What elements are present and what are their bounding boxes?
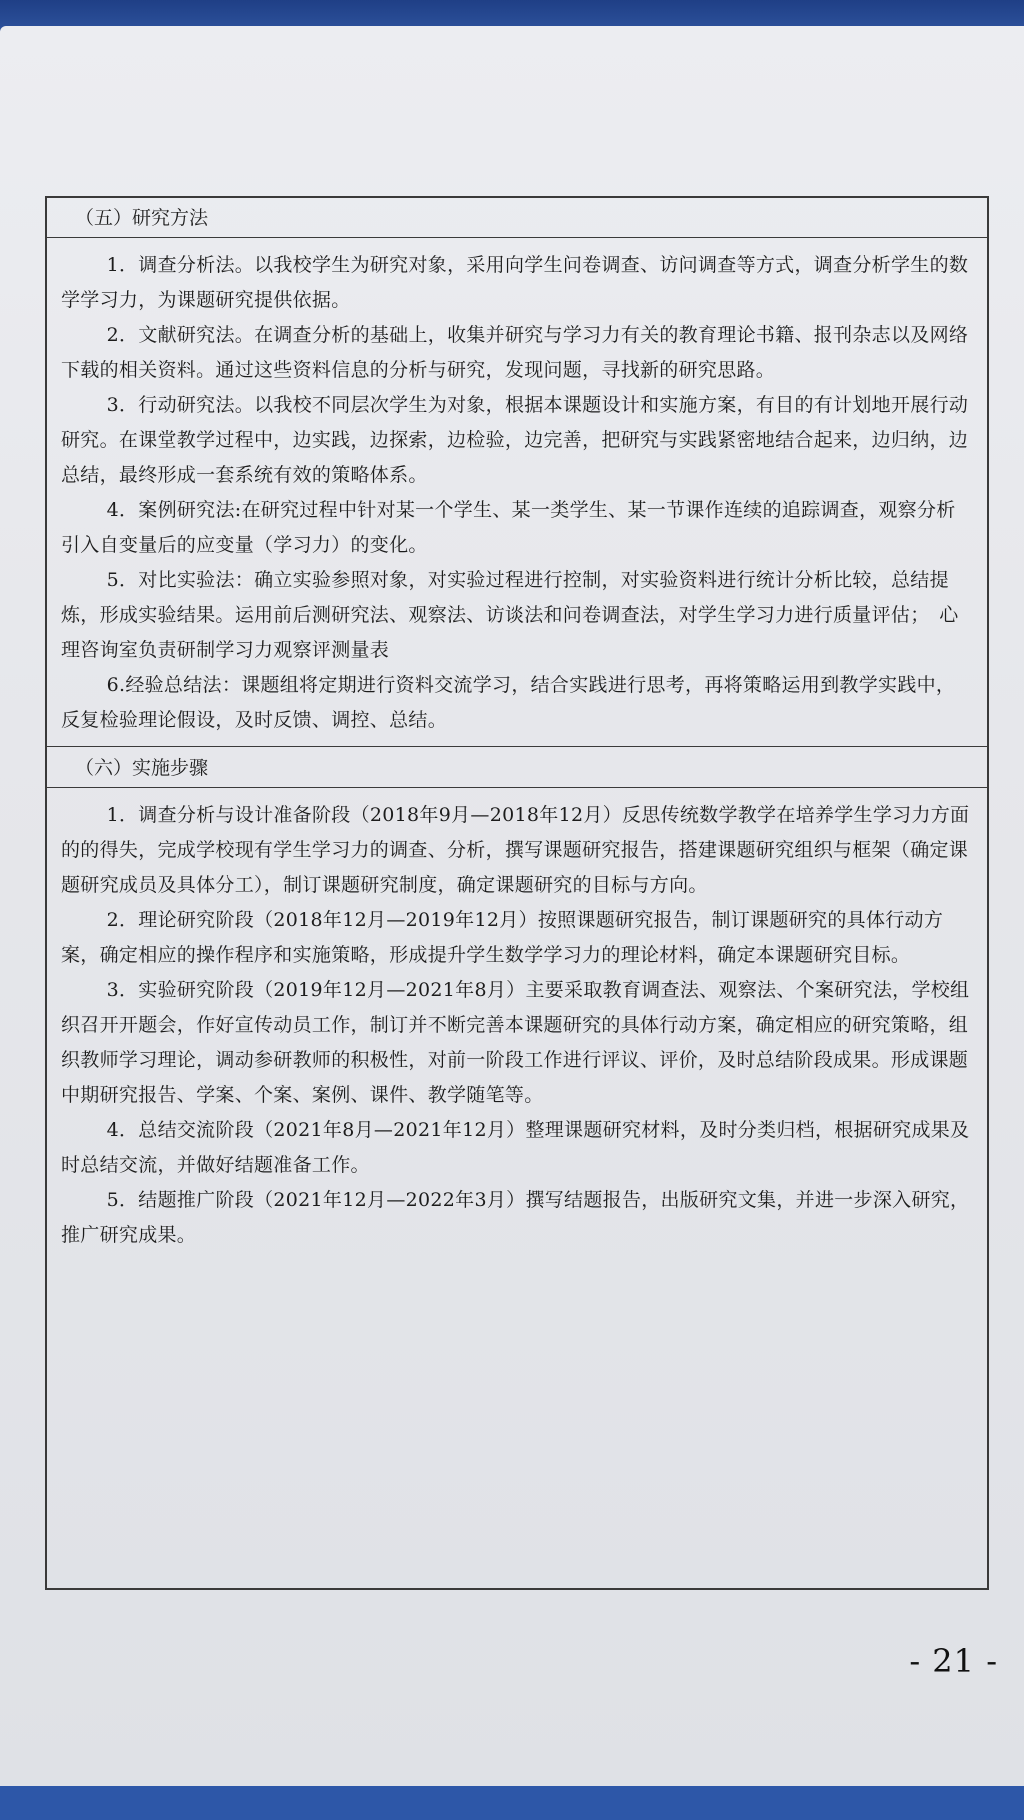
section-divider	[47, 746, 987, 747]
paragraph: 6.经验总结法：课题组将定期进行资料交流学习，结合实践进行思考，再将策略运用到教学实践中，反复检验理论假设，及时反馈、调控、总结。	[61, 674, 956, 731]
paragraph: 5．对比实验法：确立实验参照对象，对实验过程进行控制，对实验资料进行统计分析比较，总结提炼，形成实验结果。运用前后测研究法、观察法、访谈法和问卷调查法，对学生学习力进行质量评估； 心理咨询室负责研制学习力观察评测量表	[61, 569, 959, 661]
section-title: （六）实施步骤	[47, 748, 987, 788]
paragraph: 1．调查分析与设计准备阶段（2018年9月—2018年12月）反思传统数学教学在培养学生学习力方面的的得失，完成学校现有学生学习力的调查、分析，撰写课题研究报告，搭建课题研究组织与框架（确定课题研究成员及具体分工），制订课题研究制度，确定课题研究的目标与方向。	[61, 804, 970, 896]
section-title: （五）研究方法	[47, 198, 987, 238]
form-table	[45, 196, 989, 1590]
paragraph: 5．结题推广阶段（2021年12月—2022年3月）撰写结题报告，出版研究文集，并进一步深入研究，推广研究成果。	[61, 1189, 970, 1246]
paragraph: 2．文献研究法。在调查分析的基础上，收集并研究与学习力有关的教育理论书籍、报刊杂志以及网络下载的相关资料。通过这些资料信息的分析与研究，发现问题，寻找新的研究思路。	[61, 324, 969, 381]
page-number: - 21 -	[909, 1642, 998, 1680]
paragraph: 3．实验研究阶段（2019年12月—2021年8月）主要采取教育调查法、观察法、个案研究法，学校组织召开开题会，作好宣传动员工作，制订并不断完善本课题研究的具体行动方案，确定相应的研究策略，组织教师学习理论，调动参研教师的积极性，对前一阶段工作进行评议、评价，及时总结阶段成果。形成课题中期研究报告、学案、个案、案例、课件、教学随笔等。	[61, 979, 970, 1106]
paragraph: 4．总结交流阶段（2021年8月—2021年12月）整理课题研究材料，及时分类归档，根据研究成果及时总结交流，并做好结题准备工作。	[61, 1119, 970, 1176]
paragraph: 2．理论研究阶段（2018年12月—2019年12月）按照课题研究报告，制订课题研究的具体行动方案，确定相应的操作程序和实施策略，形成提升学生数学学习力的理论材料，确定本课题研究目标。	[61, 909, 944, 966]
paragraph: 4．案例研究法:在研究过程中针对某一个学生、某一类学生、某一节课作连续的追踪调查，观察分析引入自变量后的应变量（学习力）的变化。	[61, 499, 956, 556]
section-implementation-steps	[47, 748, 987, 1253]
section-body	[47, 788, 987, 1253]
paragraph: 3．行动研究法。以我校不同层次学生为对象，根据本课题设计和实施方案，有目的有计划地开展行动研究。在课堂教学过程中，边实践，边探索，边检验，边完善，把研究与实践紧密地结合起来，边归纳，边总结，最终形成一套系统有效的策略体系。	[61, 394, 969, 486]
background-bottom-band	[0, 1786, 1024, 1820]
section-body	[47, 238, 987, 738]
paragraph: 1．调查分析法。以我校学生为研究对象，采用向学生问卷调查、访问调查等方式，调查分析学生的数学学习力，为课题研究提供依据。	[61, 254, 969, 311]
section-research-methods	[47, 198, 987, 738]
